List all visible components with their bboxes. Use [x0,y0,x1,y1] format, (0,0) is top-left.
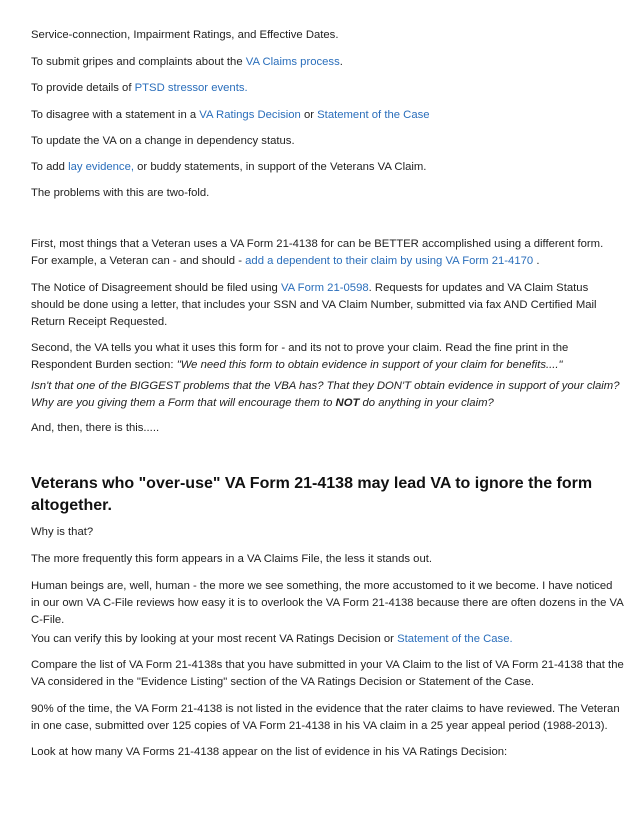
link-va-ratings-decision[interactable]: VA Ratings Decision [199,109,301,121]
paragraph-verify: You can verify this by looking at your most recent VA Ratings Decision or Statement of the Case. [31,633,513,645]
link-ptsd-stressor[interactable]: PTSD stressor events. [134,82,248,94]
link-lay-evidence[interactable]: lay evidence, [68,161,135,173]
paragraph-human-beings: Human beings are, well, human - the more we see something, the more accustomed to it we become. I have noticed in our own VA C-File reviews how easy it is to overlook the VA Form 21-4138 because there are often dozens in the VA C-File. [31,580,624,626]
paragraph-disagree: To disagree with a statement in a VA Ratings Decision or Statement of the Case [31,109,430,121]
paragraph-ptsd: To provide details of PTSD stressor events. [31,82,248,94]
paragraph-and-then: And, then, there is this..... [31,422,160,434]
link-statement-of-case[interactable]: Statement of the Case [317,109,430,121]
section-heading: Veterans who "over-use" VA Form 21-4138 may lead VA to ignore the form altogether. [31,475,593,514]
paragraph-notice-of-disagreement: The Notice of Disagreement should be filed using VA Form 21-0598. Requests for updates and VA Claim Status should be done using a letter, that includes your SSN and VA Claim Number, submitted via fax AND Certified Mail Return Receipt Requested. [31,282,597,328]
paragraph-why: Why is that? [31,526,94,538]
paragraph-two-fold: The problems with this are two-fold. [31,187,210,199]
paragraph-frequency: The more frequently this form appears in a VA Claims File, the less it stands out. [31,553,433,565]
link-statement-of-case-2[interactable]: Statement of the Case. [397,633,513,645]
paragraph-biggest-problem: Isn't that one of the BIGGEST problems that the VBA has? That they DON'T obtain evidence in support of your claim? Why are you giving them a Form that will encourage them to NOT do anything in your claim? [31,380,620,409]
paragraph-effective-dates: Service-connection, Impairment Ratings, and Effective Dates. [31,29,339,41]
paragraph-first: First, most things that a Veteran uses a VA Form 21-4138 for can be BETTER accomplished using a different form. For example, a Veteran can - and should - add a dependent to their claim by using VA Form 21-4170 . [31,238,604,267]
link-va-claims-process[interactable]: VA Claims process [245,56,340,68]
link-add-dependent[interactable]: add a dependent to their claim by using VA Form 21-4170 [245,255,534,267]
paragraph-look: Look at how many VA Forms 21-4138 appear on the list of evidence in his VA Ratings Decision: [31,746,508,758]
paragraph-compare: Compare the list of VA Form 21-4138s that you have submitted in your VA Claim to the list of VA Form 21-4138 that the VA considered in the "Evidence Listing" section of the VA Ratings Decision or Statement of the Case. [31,659,624,688]
paragraph-lay-evidence: To add lay evidence, or buddy statements, in support of the Veterans VA Claim. [31,161,427,173]
paragraph-dependency: To update the VA on a change in dependency status. [31,135,295,147]
paragraph-second: Second, the VA tells you what it uses this form for - and its not to prove your claim. Read the fine print in the Respondent Burden section: "We need this form to obtain evidence in support of your claim for benefits...." [31,342,569,371]
link-va-form-21-0598[interactable]: VA Form 21-0598 [280,282,369,294]
paragraph-gripes: To submit gripes and complaints about the VA Claims process. [31,56,343,68]
paragraph-ninety-percent: 90% of the time, the VA Form 21-4138 is not listed in the evidence that the rater claims to have reviewed. The Veteran in one case, submitted over 125 copies of VA Form 21-4138 in his VA claim in a 25 year appeal period (1988-2013). [31,703,620,732]
